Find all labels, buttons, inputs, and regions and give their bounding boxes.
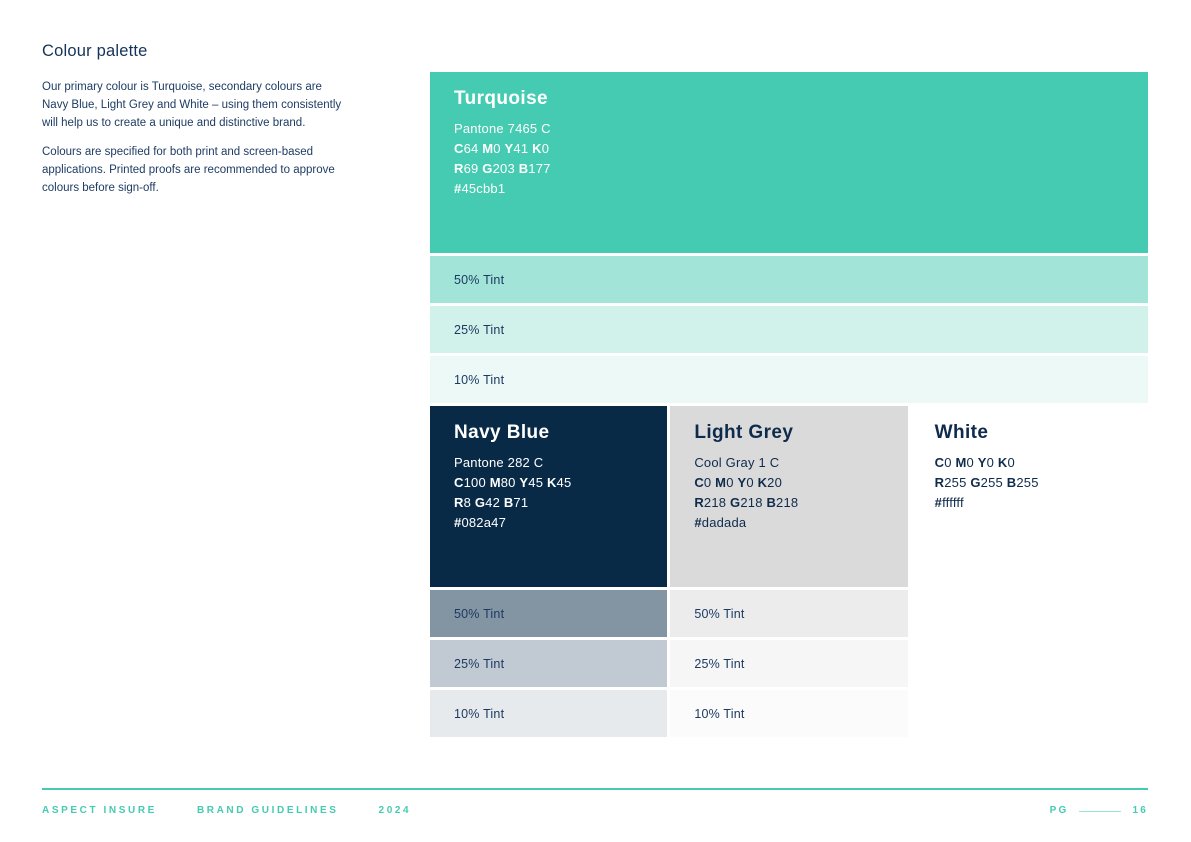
tint-label: 10% Tint xyxy=(454,706,505,721)
swatch-hex-white: #ffffff xyxy=(934,495,964,510)
tint-row-turquoise-25 xyxy=(430,306,1148,353)
swatch-card-white xyxy=(911,406,1148,587)
swatch-pantone-navy-blue: Pantone 282 C xyxy=(454,455,544,470)
swatch-card-turquoise xyxy=(430,72,1148,253)
tint-label: 50% Tint xyxy=(454,272,505,287)
swatch-hex-light-grey: #dadada xyxy=(694,515,747,530)
tint-row-navy-25 xyxy=(430,640,667,687)
page-label: PG xyxy=(1049,805,1069,816)
swatch-rgb-turquoise: R69 G203 B177 xyxy=(454,161,551,176)
intro-paragraph-2: Colours are specified for both print and screen-based applications. Printed proofs are recommended to approve colours before sign-off. xyxy=(42,146,335,194)
swatch-card-navy-blue xyxy=(430,406,667,587)
tint-row-grey-25 xyxy=(670,640,907,687)
swatch-cmyk-turquoise: C64 M0 Y41 K0 xyxy=(454,141,550,156)
tint-label: 50% Tint xyxy=(454,606,505,621)
footer-meta xyxy=(42,805,411,816)
intro-paragraph-1: Our primary colour is Turquoise, secondary colours are Navy Blue, Light Grey and White – using them consistently will help us to create a unique and distinctive brand. xyxy=(42,81,342,129)
swatch-rgb-light-grey: R218 G218 B218 xyxy=(694,495,799,510)
swatch-hex-navy-blue: #082a47 xyxy=(454,515,507,530)
colour-palette-panel xyxy=(430,72,1148,737)
intro-column xyxy=(42,42,342,208)
swatch-title-white: White xyxy=(934,422,989,443)
page-number: 16 xyxy=(1132,805,1148,816)
page-dash xyxy=(1079,811,1121,812)
footer-year: 2024 xyxy=(378,805,412,816)
swatch-rgb-navy-blue: R8 G42 B71 xyxy=(454,495,529,510)
tint-label: 25% Tint xyxy=(454,322,505,337)
swatch-rgb-white: R255 G255 B255 xyxy=(934,475,1039,490)
tint-row-navy-50 xyxy=(430,590,667,637)
secondary-colours-grid xyxy=(430,406,1148,737)
tint-row-turquoise-50 xyxy=(430,256,1148,303)
tint-row-grey-10 xyxy=(670,690,907,737)
page-title: Colour palette xyxy=(42,42,148,60)
tint-row-turquoise-10 xyxy=(430,356,1148,403)
tint-label: 10% Tint xyxy=(454,372,505,387)
swatch-cmyk-white: C0 M0 Y0 K0 xyxy=(934,455,1015,470)
tint-label: 25% Tint xyxy=(454,656,505,671)
swatch-card-light-grey xyxy=(670,406,907,587)
swatch-column-light-grey xyxy=(670,406,907,737)
swatch-cmyk-light-grey: C0 M0 Y0 K20 xyxy=(694,475,783,490)
footer-pagination xyxy=(1050,805,1148,816)
tint-label: 10% Tint xyxy=(694,706,745,721)
tint-label: 25% Tint xyxy=(694,656,745,671)
swatch-hex-turquoise: #45cbb1 xyxy=(454,181,506,196)
swatch-title-turquoise: Turquoise xyxy=(454,88,549,109)
swatch-column-navy-blue xyxy=(430,406,667,737)
tint-label: 50% Tint xyxy=(694,606,745,621)
tint-row-grey-50 xyxy=(670,590,907,637)
swatch-title-light-grey: Light Grey xyxy=(694,422,794,443)
swatch-pantone-light-grey: Cool Gray 1 C xyxy=(694,455,780,470)
swatch-cmyk-navy-blue: C100 M80 Y45 K45 xyxy=(454,475,572,490)
footer-doc-title: BRAND GUIDELINES xyxy=(196,805,339,816)
swatch-pantone-turquoise: Pantone 7465 C xyxy=(454,121,551,136)
footer-rule xyxy=(42,788,1148,790)
swatch-title-navy-blue: Navy Blue xyxy=(454,422,550,443)
swatch-column-white xyxy=(911,406,1148,737)
footer-brand-name: ASPECT INSURE xyxy=(42,805,157,816)
tint-row-navy-10 xyxy=(430,690,667,737)
